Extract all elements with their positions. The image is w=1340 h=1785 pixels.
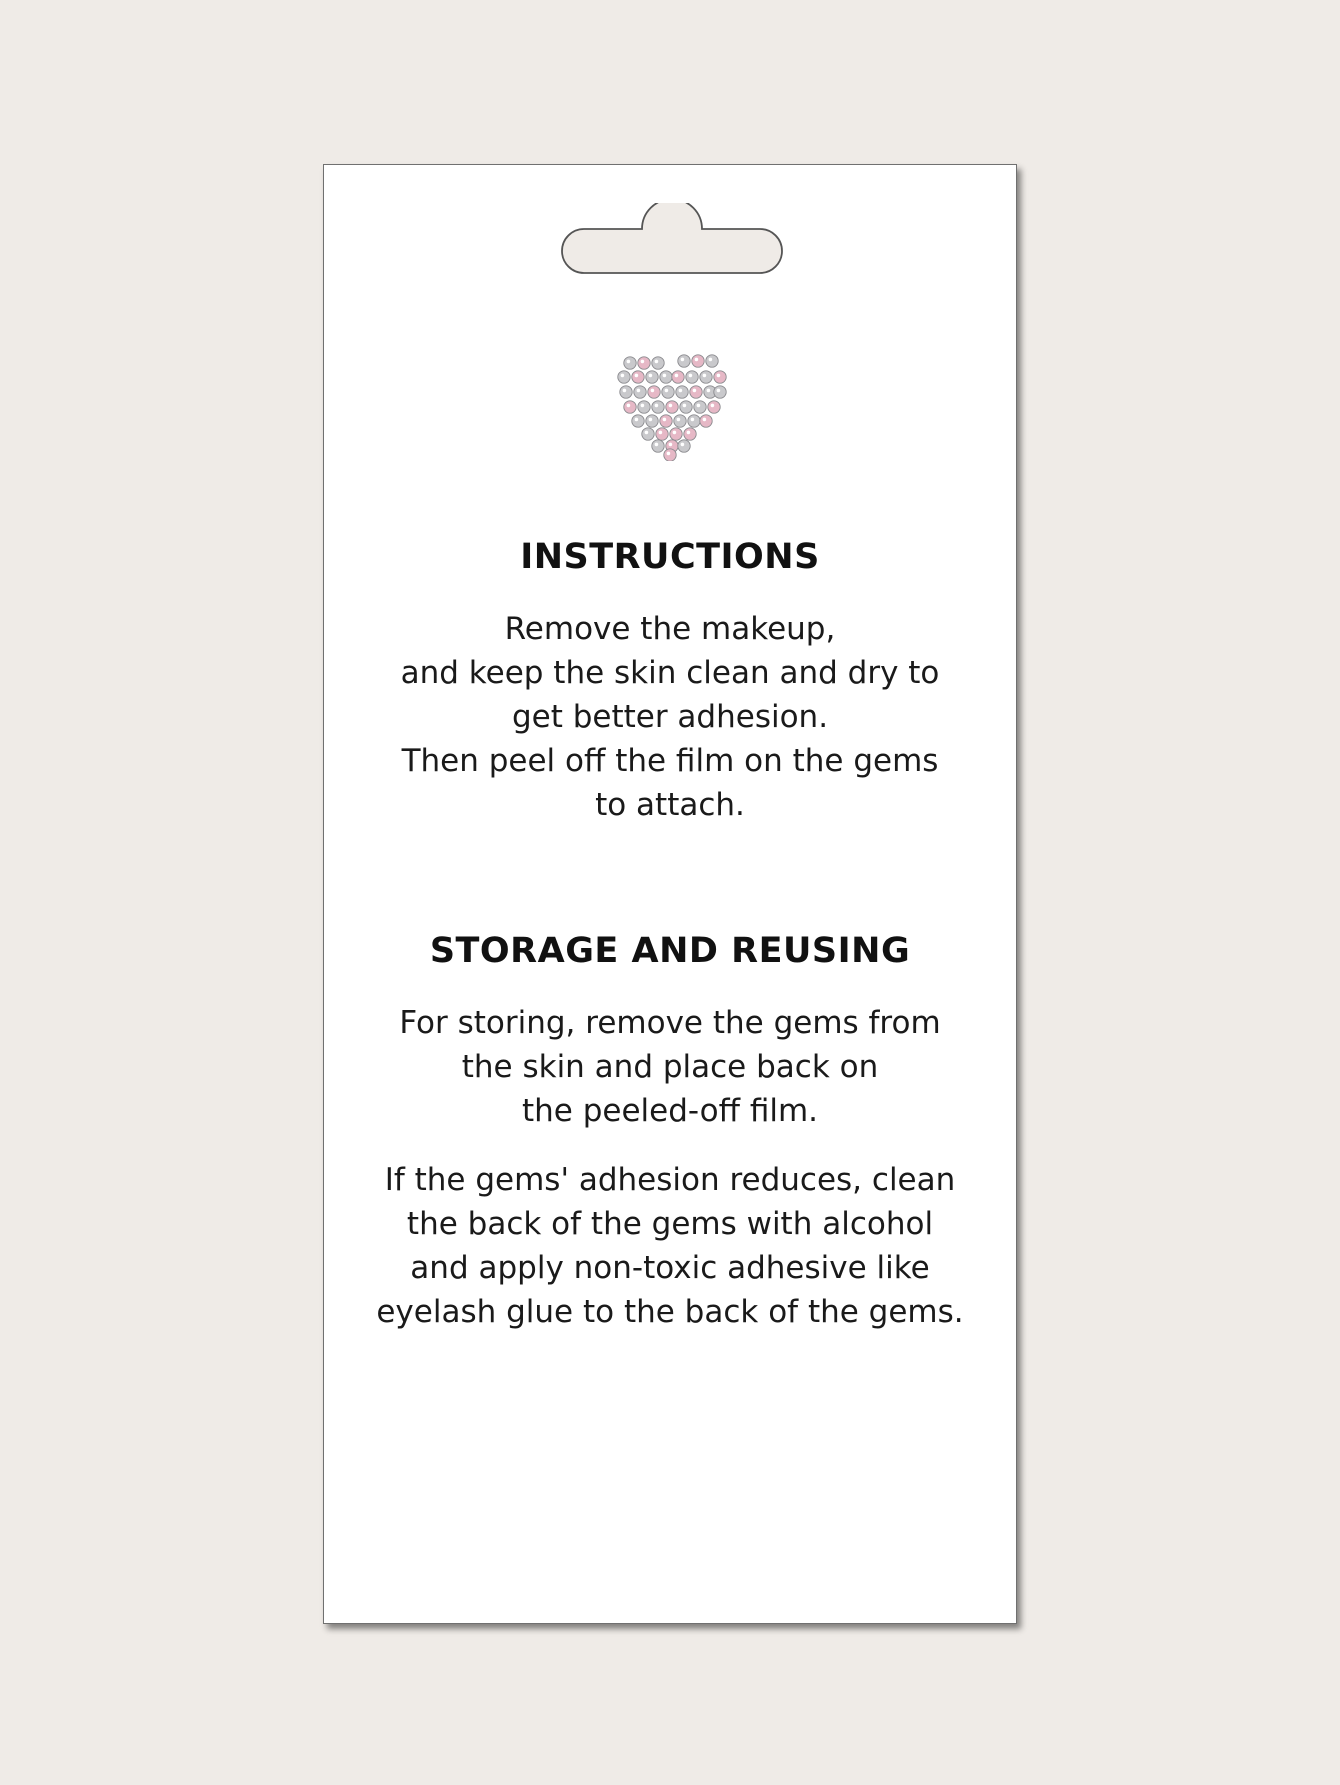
gem-highlight [695, 358, 699, 362]
gem-highlight [665, 389, 669, 393]
gem-highlight [659, 431, 663, 435]
gem-dot [638, 357, 650, 369]
gem-dot [684, 428, 696, 440]
storage-line: the skin and place back on [461, 1049, 879, 1085]
gem-dot [652, 401, 664, 413]
gem-dot [646, 415, 658, 427]
gem-dot [634, 386, 646, 398]
gem-dot [690, 386, 702, 398]
gem-highlight [655, 404, 659, 408]
gem-dot [624, 357, 636, 369]
gem-dot [638, 401, 650, 413]
gem-highlight [673, 431, 677, 435]
gem-dot [632, 415, 644, 427]
gem-highlight [621, 374, 625, 378]
gem-dot [688, 415, 700, 427]
gem-highlight [651, 389, 655, 393]
gem-highlight [693, 389, 697, 393]
storage-line: For storing, remove the gems from [399, 1005, 941, 1041]
gem-highlight [667, 452, 671, 456]
gem-highlight [691, 418, 695, 422]
gem-highlight [697, 404, 701, 408]
gem-highlight [679, 389, 683, 393]
gem-dot [660, 415, 672, 427]
gem-dot [714, 371, 726, 383]
gem-highlight [703, 418, 707, 422]
gem-highlight [649, 374, 653, 378]
gem-dot [670, 428, 682, 440]
instructions-line: Remove the makeup, [504, 611, 836, 647]
instructions-heading: INSTRUCTIONS [520, 537, 820, 577]
gem-dot [660, 371, 672, 383]
gem-highlight [645, 431, 649, 435]
storage-line: eyelash glue to the back of the gems. [376, 1294, 964, 1330]
gem-dot [666, 401, 678, 413]
gem-highlight [627, 360, 631, 364]
storage-line: the back of the gems with alcohol [406, 1206, 934, 1242]
gem-highlight [669, 443, 673, 447]
gem-highlight [635, 418, 639, 422]
gem-highlight [637, 389, 641, 393]
gem-highlight [655, 443, 659, 447]
gem-dot [700, 415, 712, 427]
gem-highlight [641, 360, 645, 364]
gem-dot [624, 401, 636, 413]
instructions-text [324, 607, 1016, 827]
gem-highlight [641, 404, 645, 408]
gem-highlight [709, 358, 713, 362]
instructions-line: and keep the skin clean and dry to [400, 655, 940, 691]
gem-dot [646, 371, 658, 383]
gem-dot [680, 401, 692, 413]
gem-highlight [717, 389, 721, 393]
gem-dot [706, 355, 718, 367]
instructions-line: to attach. [595, 787, 745, 823]
product-card [323, 164, 1017, 1624]
gem-highlight [627, 404, 631, 408]
gem-dot [672, 371, 684, 383]
gem-highlight [683, 404, 687, 408]
gem-highlight [707, 389, 711, 393]
gem-highlight [681, 443, 685, 447]
gem-highlight [663, 418, 667, 422]
gem-dot [678, 440, 690, 452]
gem-highlight [681, 358, 685, 362]
gem-dot [618, 371, 630, 383]
gem-highlight [687, 431, 691, 435]
gem-heart-icon [614, 351, 730, 461]
gem-dot [632, 371, 644, 383]
gem-highlight [649, 418, 653, 422]
gem-dot [656, 428, 668, 440]
gem-dot [642, 428, 654, 440]
gem-dot [686, 371, 698, 383]
gem-highlight [689, 374, 693, 378]
gem-highlight [655, 360, 659, 364]
storage-line: and apply non-toxic adhesive like [410, 1250, 930, 1286]
storage-heading: STORAGE AND REUSING [429, 931, 911, 971]
gem-highlight [623, 389, 627, 393]
gem-dot [694, 401, 706, 413]
instructions-line: Then peel off the film on the gems [401, 743, 939, 779]
gem-highlight [663, 374, 667, 378]
gem-dot [708, 401, 720, 413]
gem-highlight [669, 404, 673, 408]
gem-dot [714, 386, 726, 398]
gem-dot [652, 440, 664, 452]
gem-highlight [635, 374, 639, 378]
gem-highlight [711, 404, 715, 408]
gem-dot [674, 415, 686, 427]
storage-text-1 [324, 1001, 1016, 1133]
gem-dot [676, 386, 688, 398]
instructions-line: get better adhesion. [511, 699, 829, 735]
hang-hole-icon [552, 203, 792, 275]
gem-dot [678, 355, 690, 367]
storage-line: If the gems' adhesion reduces, clean [384, 1162, 956, 1198]
gem-highlight [717, 374, 721, 378]
gem-dot [700, 371, 712, 383]
gem-dot [664, 449, 676, 461]
storage-line: the peeled-off film. [521, 1093, 819, 1129]
gem-dot [620, 386, 632, 398]
storage-text-2 [324, 1158, 1016, 1334]
gem-dot [692, 355, 704, 367]
gem-highlight [677, 418, 681, 422]
gem-highlight [703, 374, 707, 378]
gem-highlight [675, 374, 679, 378]
gem-dot [652, 357, 664, 369]
gem-dot [662, 386, 674, 398]
gem-dot [648, 386, 660, 398]
